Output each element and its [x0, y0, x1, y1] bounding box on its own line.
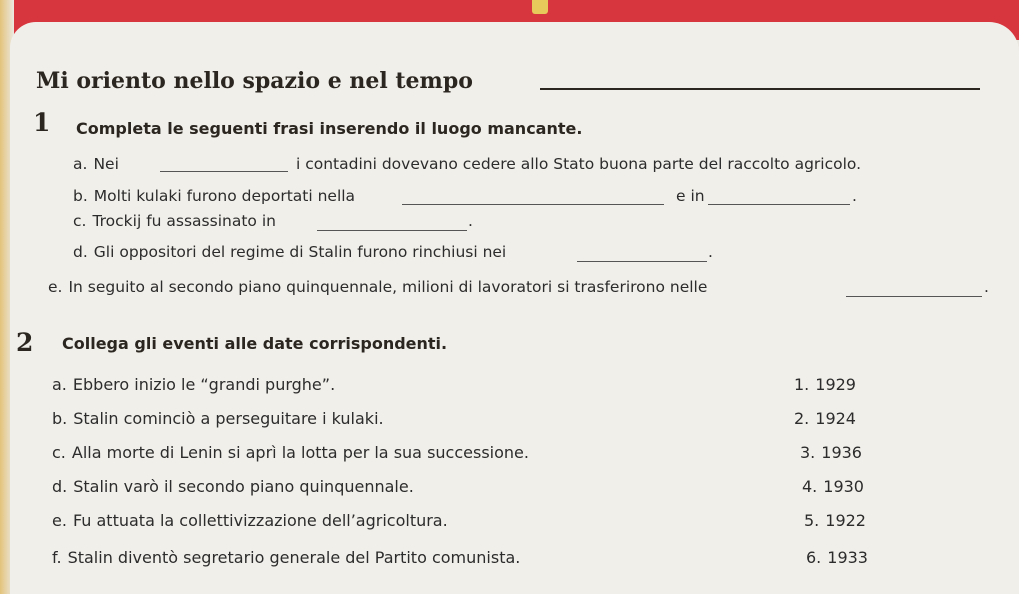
- worksheet-page: [10, 22, 1019, 594]
- date-option-3[interactable]: 3. 1936: [800, 443, 862, 462]
- date-option-1[interactable]: 1. 1929: [794, 375, 856, 394]
- top-band-tab: [532, 0, 548, 14]
- ex1-item-e-start: [48, 278, 707, 296]
- blank-field-e[interactable]: [846, 295, 982, 297]
- exercise-2-number: 2: [16, 328, 34, 357]
- ex1-item-e-end: .: [984, 278, 989, 296]
- event-row-d[interactable]: d. Stalin varò il secondo piano quinquennale.: [52, 477, 414, 496]
- ex1-item-d-end: .: [708, 243, 713, 261]
- section-title: Mi oriento nello spazio e nel tempo: [36, 68, 473, 94]
- item-text: Molti kulaki furono deportati nella: [93, 187, 356, 205]
- exercise-2-heading: Collega gli eventi alle date corrispondenti.: [62, 334, 448, 353]
- item-label: d.: [73, 243, 88, 261]
- date-option-2[interactable]: 2. 1924: [794, 409, 856, 428]
- ex1-item-a-end: i contadini dovevano cedere allo Stato buona parte del raccolto agricolo.: [296, 155, 862, 173]
- item-label: a.: [73, 155, 88, 173]
- title-rule: [540, 88, 980, 90]
- blank-field-a[interactable]: [160, 170, 288, 172]
- blank-field-b2[interactable]: [708, 203, 850, 205]
- date-option-5[interactable]: 5. 1922: [804, 511, 866, 530]
- item-text: In seguito al secondo piano quinquennale, milioni di lavoratori si trasferirono nelle: [68, 278, 708, 296]
- ex1-item-c-start: [73, 212, 276, 230]
- blank-field-d[interactable]: [577, 260, 707, 262]
- date-option-6[interactable]: 6. 1933: [806, 548, 868, 567]
- ex1-item-b-start: [73, 187, 355, 205]
- ex1-item-b-middle: e in: [676, 187, 705, 205]
- date-option-4[interactable]: 4. 1930: [802, 477, 864, 496]
- item-label: b.: [73, 187, 88, 205]
- event-row-a[interactable]: a. Ebbero inizio le “grandi purghe”.: [52, 375, 336, 394]
- item-text: Nei: [93, 155, 119, 173]
- item-label: e.: [48, 278, 63, 296]
- event-row-c[interactable]: c. Alla morte di Lenin si aprì la lotta per la sua successione.: [52, 443, 529, 462]
- event-row-b[interactable]: b. Stalin cominciò a perseguitare i kulaki.: [52, 409, 384, 428]
- blank-field-c[interactable]: [317, 229, 467, 231]
- blank-field-b1[interactable]: [402, 203, 664, 205]
- event-row-e[interactable]: e. Fu attuata la collettivizzazione dell’agricoltura.: [52, 511, 448, 530]
- event-row-f[interactable]: f. Stalin diventò segretario generale del Partito comunista.: [52, 548, 521, 567]
- item-label: c.: [73, 212, 87, 230]
- ex1-item-c-end: .: [468, 212, 473, 230]
- exercise-1-heading: Completa le seguenti frasi inserendo il luogo mancante.: [76, 119, 583, 138]
- item-text: Gli oppositori del regime di Stalin furono rinchiusi nei: [93, 243, 507, 261]
- ex1-item-b-end: .: [852, 187, 857, 205]
- ex1-item-a-start: [73, 155, 119, 173]
- item-text: Trockij fu assassinato in: [92, 212, 276, 230]
- ex1-item-d-start: [73, 243, 506, 261]
- exercise-1-number: 1: [33, 108, 51, 137]
